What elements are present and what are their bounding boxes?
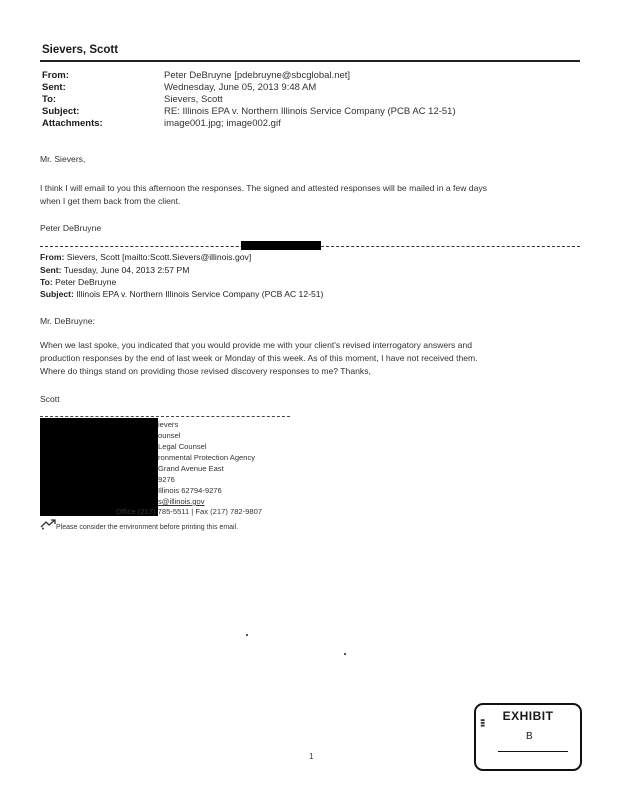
quoted-line-1: When we last spoke, you indicated that you would provide me with your client's revised interrogatory answers and: [40, 340, 473, 350]
reply-salutation: Mr. Sievers,: [40, 154, 86, 164]
signature-line-4: ronmental Protection Agency: [158, 453, 256, 462]
from-value: Peter DeBruyne [pdebruyne@sbcglobal.net]: [164, 70, 351, 81]
attachments-label: Attachments:: [42, 118, 103, 129]
exhibit-stamp: [474, 703, 582, 771]
sent-label: Sent:: [42, 82, 66, 93]
quoted-from-label: From:: [40, 252, 65, 262]
scan-speck: [246, 634, 248, 636]
quoted-to-value: Peter DeBruyne: [55, 277, 117, 287]
signature-line-6: 9276: [158, 475, 175, 484]
quoted-signoff: Scott: [40, 394, 60, 404]
mailbox-owner: Sievers, Scott: [42, 44, 119, 56]
subject-value: RE: Illinois EPA v. Northern Illinois Service Company (PCB AC 12-51): [164, 106, 456, 117]
attachments-value: image001.jpg; image002.gif: [164, 118, 281, 129]
page-number: 1: [309, 752, 314, 761]
signature-line-2: ounsel: [158, 431, 181, 440]
quoted-subject-value: Illinois EPA v. Northern Illinois Service Company (PCB AC 12-51): [76, 289, 324, 299]
quoted-salutation: Mr. DeBruyne:: [40, 316, 95, 326]
signature-line-5: Grand Avenue East: [158, 464, 224, 473]
signature-redaction: [40, 418, 158, 516]
signature-line-7: Illinois 62794-9276: [158, 486, 222, 495]
signature-rule: [40, 416, 290, 417]
reply-line-2: when I get them back from the client.: [40, 196, 181, 206]
exhibit-title: EXHIBIT: [502, 709, 554, 723]
signature-email: [158, 497, 205, 506]
scan-speck: [344, 653, 346, 655]
redaction-bar: [241, 241, 321, 250]
quoted-to: [40, 277, 116, 287]
quoted-subject: [40, 289, 323, 299]
quoted-from-value: Sievers, Scott [mailto:Scott.Sievers@illinois.gov]: [66, 252, 252, 262]
subject-label: Subject:: [42, 106, 80, 117]
sent-value: Wednesday, June 05, 2013 9:48 AM: [164, 82, 317, 93]
quoted-to-label: To:: [40, 277, 53, 287]
signature-line-3: Legal Counsel: [158, 442, 207, 451]
quoted-sent-label: Sent:: [40, 265, 62, 275]
quoted-sent-value: Tuesday, June 04, 2013 2:57 PM: [63, 265, 190, 275]
signature-email-link: s@illinois.gov: [158, 497, 205, 506]
quoted-from: [40, 252, 251, 262]
exhibit-side-mark: ▮▮▮: [480, 718, 486, 727]
to-label: To:: [42, 94, 57, 105]
signature-line-1: ievers: [158, 420, 179, 429]
environment-icon: [40, 518, 56, 533]
quoted-sent: [40, 265, 189, 275]
quoted-line-3: Where do things stand on providing those revised discovery responses to me? Thanks,: [40, 366, 371, 376]
reply-signoff: Peter DeBruyne: [40, 223, 102, 233]
reply-line-1: I think I will email to you this afternoon the responses. The signed and attested responses will be mailed in a few days: [40, 183, 487, 193]
from-label: From:: [42, 70, 69, 81]
header-rule: [40, 60, 580, 62]
environment-note: Please consider the environment before printing this email.: [56, 524, 239, 531]
quoted-line-2: production responses by the end of last week or Monday of this week. As of this moment, I have not received them.: [40, 353, 478, 363]
exhibit-line: [498, 751, 568, 752]
exhibit-mark: B: [526, 731, 533, 742]
signature-phone: Office (217) 785-5511 | Fax (217) 782-9807: [116, 507, 263, 516]
to-value: Sievers, Scott: [164, 94, 223, 105]
quoted-subject-label: Subject:: [40, 289, 74, 299]
